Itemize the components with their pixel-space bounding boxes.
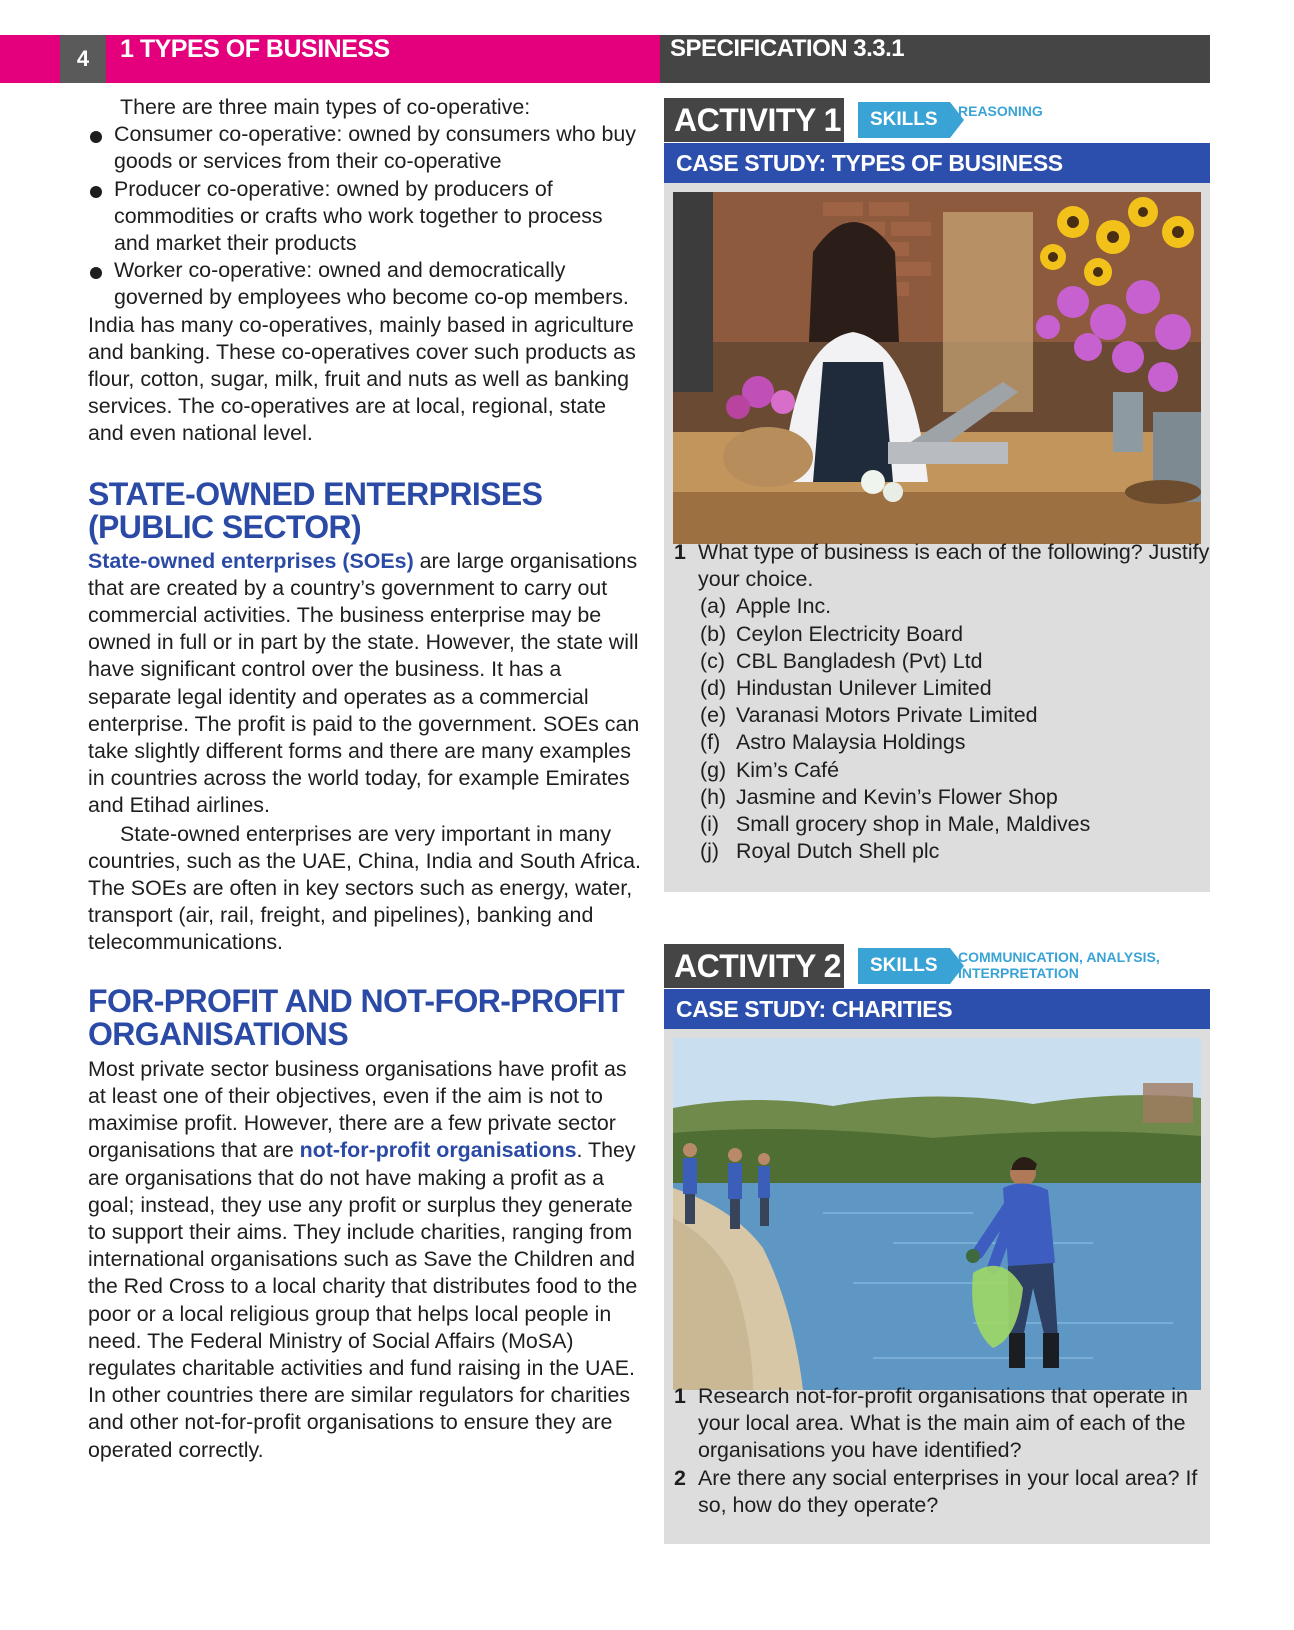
india-paragraph: India has many co-operatives, mainly based in agriculture and banking. These co-operatives cover such products as flour, cotton, sugar, milk, fruit and nuts as well as banking services. The co-operatives are at local, regional, state and even national level. <box>88 312 636 446</box>
option-text: Small grocery shop in Male, Maldives <box>736 812 1091 837</box>
main-text-column <box>88 94 643 1464</box>
florist-photo <box>673 192 1201 544</box>
activity-1-panel <box>664 183 1210 892</box>
option-text: Astro Malaysia Holdings <box>736 730 966 755</box>
list-item <box>674 1383 1200 1465</box>
profit-paragraph-rest: . They are organisations that do not have making a profit as a goal; instead, they use any profit or surplus they generate to support their aims. They include charities, ranging from international organisations such as Save the Children and the Red Cross to a local charity that distributes food to the poor or a local religious group that helps local people in need. The Federal Ministry of Social Affairs (MoSA) regulates charitable activities and fund raising in the UAE. In other countries there are similar regulators for charities and other not-for-profit organisations to ensure they are operated correctly. <box>88 1138 638 1462</box>
option-text: Ceylon Electricity Board <box>736 621 964 646</box>
list-item: Consumer co-operative: owned by consumers who buy goods or services from their co-operative <box>88 121 643 175</box>
list-item <box>700 675 1210 702</box>
list-item <box>700 593 1210 620</box>
list-item <box>700 811 1210 838</box>
specification-header-bar <box>660 35 1210 83</box>
case-study-title: CASE STUDY: TYPES OF BUSINESS <box>664 143 1210 183</box>
option-text: CBL Bangladesh (Pvt) Ltd <box>736 648 983 673</box>
activity-1-title: ACTIVITY 1 <box>664 98 844 142</box>
activity-1-question <box>674 539 1210 865</box>
option-text: Apple Inc. <box>736 594 832 619</box>
option-letter: (a) <box>700 594 727 619</box>
question-number: 1 <box>674 540 686 564</box>
list-item <box>674 1465 1200 1519</box>
list-item <box>700 838 1210 865</box>
skills-line: COMMUNICATION, ANALYSIS, <box>958 949 1160 965</box>
case-study-title: CASE STUDY: CHARITIES <box>664 989 1210 1029</box>
skills-tag: SKILLS <box>858 948 950 984</box>
cooperative-intro: There are three main types of co-operative: <box>120 95 531 119</box>
chapter-title: 1 TYPES OF BUSINESS <box>120 35 390 63</box>
specification-label: SPECIFICATION 3.3.1 <box>670 35 905 62</box>
profit-heading: FOR-PROFIT AND NOT-FOR-PROFIT ORGANISATIONS <box>88 982 625 1052</box>
option-letter: (g) <box>700 757 727 782</box>
beach-cleanup-photo <box>673 1038 1201 1390</box>
list-item <box>700 702 1210 729</box>
list-item <box>700 784 1210 811</box>
list-item: Worker co-operative: owned and democratically governed by employees who become co-op members. <box>88 257 643 311</box>
soe-paragraph-text: are large organisations that are created by a country’s government to carry out commercial activities. The business enterprise may be owned in full or in part by the state. However, the state will have significant control over the business. It has a separate legal identity and operates as a commercial enterprise. The profit is paid to the government. SOEs can take slightly different forms and there are many examples in countries across the world today, for example Emirates and Etihad airlines. <box>88 548 640 818</box>
option-letter: (f) <box>700 730 721 755</box>
question-text: Research not-for-profit organisations that operate in your local area. What is the main aim of each of the organisations you have identified? <box>698 1384 1188 1463</box>
question-number: 1 <box>674 1384 686 1408</box>
option-text: Hindustan Unilever Limited <box>736 676 992 701</box>
question-text: What type of business is each of the following? Justify your choice. <box>698 540 1210 592</box>
list-item <box>700 729 1210 756</box>
profit-paragraph-start: Most private sector business organisations have profit as at least one of their objectives, even if the aim is not to maximise profit. However, there are a few private sector organisations that are <box>88 1056 627 1163</box>
key-term: not-for-profit organisations <box>299 1138 577 1163</box>
skills-tag: SKILLS <box>858 102 950 138</box>
chapter-header-bar <box>0 35 660 83</box>
option-text: Varanasi Motors Private Limited <box>736 703 1038 728</box>
skills-description: REASONING <box>958 103 1043 119</box>
skills-line: INTERPRETATION <box>958 965 1079 981</box>
page-number: 4 <box>60 35 106 83</box>
soe-paragraph <box>88 548 643 820</box>
option-letter: (e) <box>700 703 727 728</box>
list-item <box>700 648 1210 675</box>
business-options-list <box>674 593 1210 865</box>
option-text: Kim’s Café <box>736 757 840 782</box>
key-term: State-owned enterprises (SOEs) <box>88 548 414 573</box>
activity-2-questions <box>674 1383 1200 1519</box>
option-letter: (j) <box>700 839 719 864</box>
cooperative-list <box>88 121 643 311</box>
skills-description <box>958 949 1160 981</box>
activity-2-panel <box>664 1029 1210 1544</box>
soe-paragraph-2: State-owned enterprises are very important in many countries, such as the UAE, China, India and South Africa. The SOEs are often in key sectors such as energy, water, transport (air, rail, freight, and pipelines), banking and telecommunications. <box>88 821 641 955</box>
list-item: Producer co-operative: owned by producers of commodities or crafts who work together to process and market their products <box>88 176 643 258</box>
soe-heading: STATE-OWNED ENTERPRISES (PUBLIC SECTOR) <box>88 475 543 545</box>
question-text: Are there any social enterprises in your local area? If so, how do they operate? <box>698 1465 1198 1517</box>
option-letter: (i) <box>700 812 719 837</box>
activity-2-title: ACTIVITY 2 <box>664 944 844 988</box>
list-item <box>700 621 1210 648</box>
option-letter: (b) <box>700 621 727 646</box>
option-text: Royal Dutch Shell plc <box>736 839 940 864</box>
option-text: Jasmine and Kevin’s Flower Shop <box>736 784 1058 809</box>
question-number: 2 <box>674 1465 686 1490</box>
option-letter: (h) <box>700 784 727 809</box>
list-item <box>700 757 1210 784</box>
option-letter: (c) <box>700 648 725 673</box>
option-letter: (d) <box>700 676 727 701</box>
profit-paragraph <box>88 1056 643 1464</box>
